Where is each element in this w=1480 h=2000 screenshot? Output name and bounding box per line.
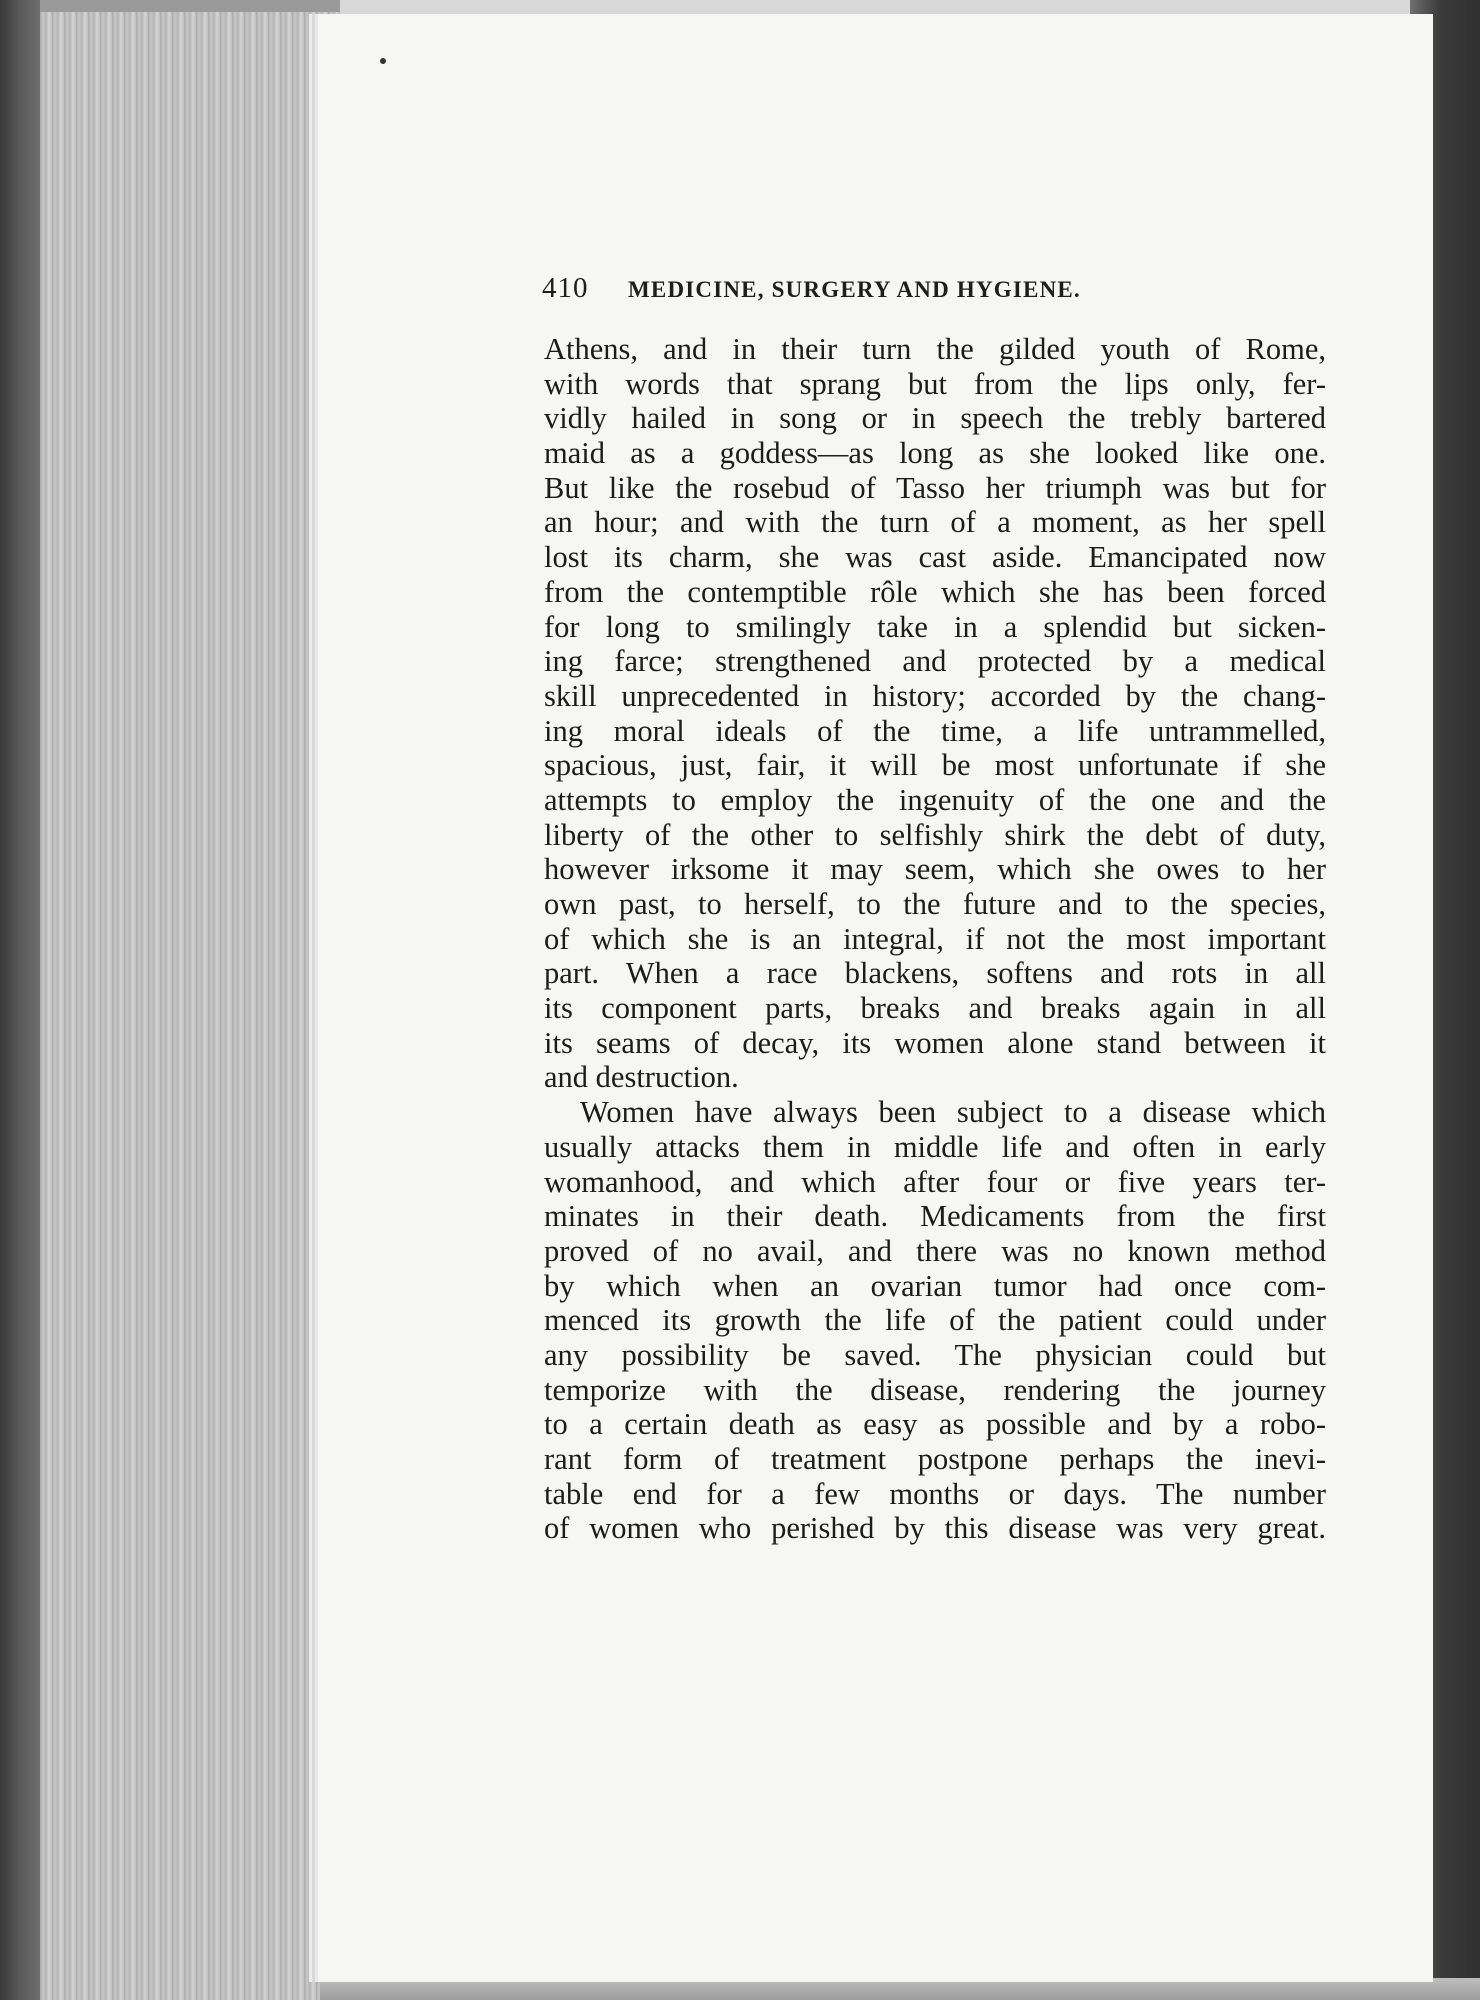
text-line: with words that sprang but from the lips only, fer- <box>544 366 1326 401</box>
running-title: MEDICINE, SURGERY AND HYGIENE. <box>628 277 1081 302</box>
text-line: lost its charm, she was cast aside. Emancipated now <box>544 540 1326 575</box>
text-line: Women have always been subject to a disease which <box>580 1095 1326 1130</box>
text-line: to a certain death as easy as possible and by a robo- <box>544 1407 1326 1442</box>
text-line: any possibility be saved. The physician could but <box>544 1337 1326 1372</box>
text-line: Athens, and in their turn the gilded youth of Rome, <box>544 332 1326 366</box>
text-line: menced its growth the life of the patient could under <box>544 1303 1326 1338</box>
paragraph-1 <box>544 332 1480 1095</box>
text-line: usually attacks them in middle life and often in early <box>544 1129 1326 1164</box>
text-line: minates in their death. Medicaments from the first <box>544 1199 1326 1234</box>
running-head <box>542 272 1480 312</box>
text-line: proved of no avail, and there was no known method <box>544 1233 1326 1268</box>
text-line: and destruction. <box>544 1060 739 1095</box>
text-line: maid as a goddess—as long as she looked like one. <box>544 436 1326 471</box>
text-line: skill unprecedented in history; accorded by the chang- <box>544 678 1326 713</box>
text-line: vidly hailed in song or in speech the trebly bartered <box>544 401 1326 436</box>
text-line: attempts to employ the ingenuity of the one and the <box>544 782 1326 817</box>
text-line: however irksome it may seem, which she owes to her <box>544 852 1326 887</box>
text-line: from the contemptible rôle which she has been forced <box>544 574 1326 609</box>
text-line: of women who perished by this disease was very great. <box>544 1511 1326 1546</box>
text-line: ing farce; strengthened and protected by a medical <box>544 644 1326 679</box>
text-line: liberty of the other to selfishly shirk the debt of duty, <box>544 817 1326 852</box>
page-stack-top <box>40 0 340 12</box>
body-text <box>544 332 1480 1546</box>
ink-speck <box>380 58 386 64</box>
page-stack-edges <box>40 0 340 2000</box>
text-line: by which when an ovarian tumor had once com- <box>544 1268 1326 1303</box>
text-line: spacious, just, fair, it will be most unfortunate if she <box>544 748 1326 783</box>
text-line: rant form of treatment postpone perhaps the inevi- <box>544 1442 1326 1476</box>
text-line: its seams of decay, its women alone stand between it <box>544 1025 1326 1060</box>
paragraph-2 <box>544 1095 1480 1546</box>
text-line: for long to smilingly take in a splendid but sicken- <box>544 609 1326 644</box>
text-line: own past, to herself, to the future and to the species, <box>544 887 1326 921</box>
text-line: table end for a few months or days. The number <box>544 1476 1326 1511</box>
text-line: But like the rosebud of Tasso her triumph was but for <box>544 470 1326 505</box>
page-number: 410 <box>542 272 589 304</box>
text-line: of which she is an integral, if not the most important <box>544 921 1326 956</box>
text-line: an hour; and with the turn of a moment, as her spell <box>544 505 1326 540</box>
text-line: part. When a race blackens, softens and rots in all <box>544 956 1326 991</box>
text-line: ing moral ideals of the time, a life untrammelled, <box>544 713 1326 748</box>
text-line: its component parts, breaks and breaks again in all <box>544 991 1326 1026</box>
text-line: temporize with the disease, rendering the journey <box>544 1372 1326 1407</box>
book-page <box>318 14 1433 1982</box>
text-line: womanhood, and which after four or five years ter- <box>544 1164 1326 1199</box>
